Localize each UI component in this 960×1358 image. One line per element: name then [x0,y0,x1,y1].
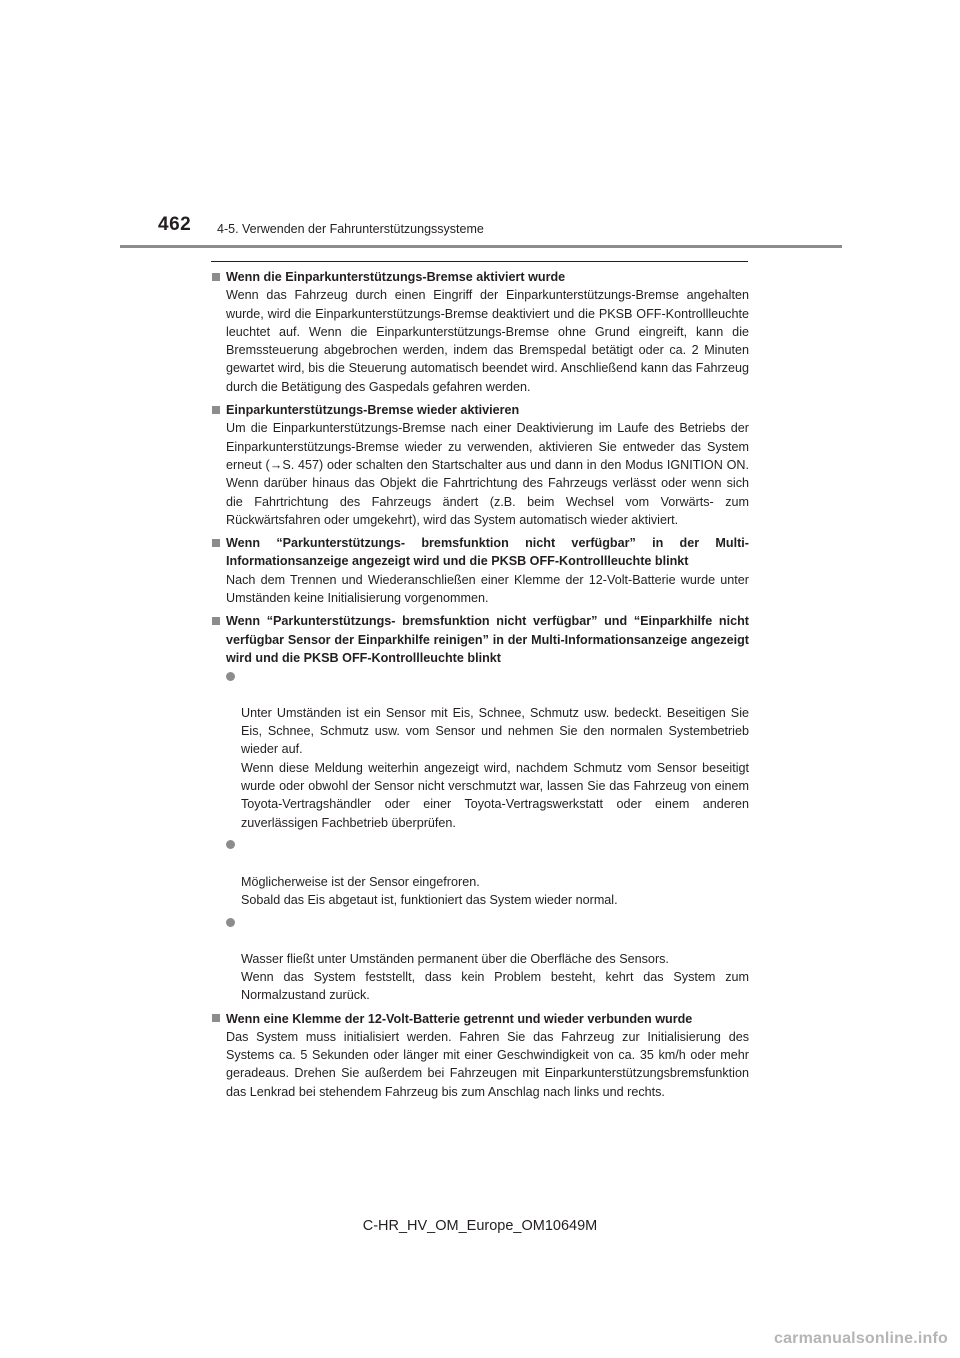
list-item [211,667,749,832]
section-heading [211,1010,749,1028]
section-heading [211,401,749,419]
document-code: C-HR_HV_OM_Europe_OM10649M [362,1218,598,1234]
list-item [211,913,749,1004]
section-body: Wenn das Fahrzeug durch einen Eingriff der Einparkunterstützungs-Bremse angehalten wurde, wird die Einparkunterstützungs-Bremse deaktiviert und die PKSB OFF-Kontrollleuchte leuchtet auf. Wenn die Einparkunterstützungs-Bremse ohne Grund eingreift, kann die Bremssteuerung abgebrochen werden, indem das Bremspedal betätigt oder ca. 2 Minuten gewartet wird, bis die Steuerung automatisch beendet wird. Anschließend kann das Fahrzeug durch die Betätigung des Gaspedals gefahren werden. [226,288,749,394]
section-body [211,419,749,529]
section-brake-activated [211,268,749,396]
section-function-unavailable [211,534,749,607]
section-heading-text: Einparkunterstützungs-Bremse wieder aktivieren [226,403,520,418]
section-sensor-clean [211,612,749,1004]
list-item-text: Unter Umständen ist ein Sensor mit Eis, Schnee, Schmutz usw. bedeckt. Beseitigen Sie Eis, Schnee, Schmutz usw. vom Sensor und nehmen Sie den normalen Systembetrieb wieder auf. Wenn diese Meldung weiterhin angezeigt wird, nachdem Schmutz vom Sensor beseitigt wurde oder obwohl der Sensor nicht verschmutzt war, lassen Sie das Fahrzeug von einem Toyota-Vertragshändler oder einer Toyota-Vertragswerkstatt oder einem anderen zuverlässigen Fachbetrieb überprüfen. [241,705,749,830]
round-bullet-icon [226,672,235,681]
watermark: carmanualsonline.info [773,1330,948,1347]
page-content [211,268,749,1106]
section-brake-reactivate [211,401,749,529]
section-heading-text: Wenn eine Klemme der 12-Volt-Batterie getrennt und wieder verbunden wurde [226,1011,693,1026]
round-bullet-icon [226,840,235,849]
section-heading [211,268,749,286]
list-item-text: Möglicherweise ist der Sensor eingefroren. Sobald das Eis abgetaut ist, funktioniert das System wieder normal. [241,874,618,907]
section-battery-reconnected [211,1010,749,1101]
header-divider [120,245,842,248]
section-heading [211,612,749,667]
body-text: Um die Einparkunterstützungs-Bremse nach einer Deaktivierung im Laufe des Betriebs der Einparkunterstützungs-Bremse wieder zu verwenden, aktivieren Sie entweder das System erneut ( [226,421,749,472]
square-bullet-icon [212,273,220,281]
page-reference-link[interactable]: →S. 457 [269,457,320,472]
square-bullet-icon [212,617,220,625]
square-bullet-icon [212,406,220,414]
page-number: 462 [158,214,192,235]
section-body: Das System muss initialisiert werden. Fahren Sie das Fahrzeug zur Initialisierung des Systems ca. 5 Sekunden oder länger mit einer Geschwindigkeit von ca. 35 km/h oder mehr geradeaus. Drehen Sie außerdem bei Fahrzeugen mit Einparkunterstützungsbremsfunktion das Lenkrad bei stehendem Fahrzeug bis zum Anschlag nach links und rechts. [226,1029,749,1099]
list-item-text: Wasser fließt unter Umständen permanent über die Oberfläche des Sensors. Wenn das System feststellt, dass kein Problem besteht, kehrt das System zum Normalzustand zurück. [241,951,749,1003]
round-bullet-icon [226,918,235,927]
body-text: ) oder schalten den Startschalter aus und dann in den Modus IGNITION ON. Wenn darüber hinaus das Objekt die Fahrtrichtung des Fahrzeugs verlässt oder wenn sich die Fahrtrichtung des Fahrzeugs ändert (z.B. beim Wechsel vom Vorwärts- zum Rückwärtsfahren oder umgekehrt), wird das System automatisch wieder aktiviert. [226,457,749,527]
section-body: Nach dem Trennen und Wiederanschließen einer Klemme der 12-Volt-Batterie wurde unter Umständen keine Initialisierung vorgenommen. [226,572,749,606]
square-bullet-icon [212,539,220,547]
section-heading-text: Wenn “Parkunterstützungs- bremsfunktion nicht verfügbar” in der Multi-Informationsanzeige angezeigt wird und die PKSB OFF-Kontrollleuchte blinkt [226,536,749,569]
section-heading-text: Wenn “Parkunterstützungs- bremsfunktion nicht verfügbar” und “Einparkhilfe nicht verfügbar Sensor der Einparkhilfe reinigen” in der Multi-Informationsanzeige angezeigt wird und die PKSB OFF-Kontrollleuchte blinkt [226,614,749,665]
chapter-title: 4-5. Verwenden der Fahrunterstützungssysteme [217,222,484,236]
section-heading [211,534,749,571]
section-heading-text: Wenn die Einparkunterstützungs-Bremse aktiviert wurde [226,270,566,284]
square-bullet-icon [212,1014,220,1022]
content-divider [211,261,748,262]
list-item [211,836,749,909]
